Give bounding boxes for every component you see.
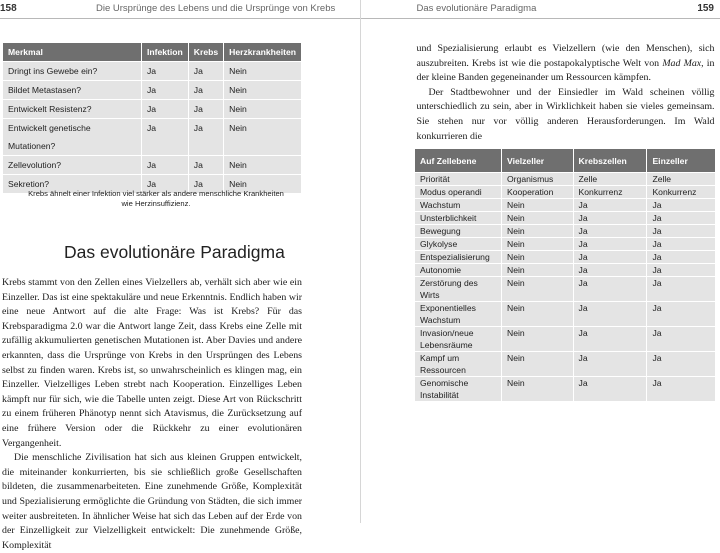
table-cell: Modus operandi [415,186,501,198]
table-cell: Ja [142,175,188,193]
table-row [415,377,715,401]
table-cell: Ja [647,377,715,401]
table-cell: Ja [574,225,647,237]
table-cell: Zelle [647,173,715,185]
table-row [415,186,715,198]
table-cell: Ja [189,100,223,118]
table-row [415,225,715,237]
table-cell: Zelle [574,173,647,185]
table-row [3,100,301,118]
table-cell: Invasion/neue Lebensräume [415,327,501,351]
table-cell: Ja [189,156,223,174]
table-cell: Ja [189,175,223,193]
table-cell: Ja [647,302,715,326]
table-cell: Ja [647,238,715,250]
table-cell: Ja [142,119,188,155]
table-row [415,238,715,250]
table-cell: Ja [574,212,647,224]
table-cell: Zellevolution? [3,156,141,174]
table-row [415,173,715,185]
table-cell: Zerstörung des Wirts [415,277,501,301]
table-cell: Nein [502,302,573,326]
table-cell: Wachstum [415,199,501,211]
table-cell: Autonomie [415,264,501,276]
paragraph: Krebs stammt von den Zellen eines Vielzellers ab, verhält sich aber wie ein Einzeller. Das ist eine spektakuläre und neue Erkenntnis. Endlich haben wir eine neue Antwort auf die alte Frage: Was ist Krebs? Für das Krebsparadigma 2.0 war die Antwort lange Zeit, dass Krebs eine Zelle mit zufällig akkumulierten genetischen Mutationen ist. Aber Davies und andere erkannten, dass die Ursprünge von Krebs in den Ursprüngen des Lebens selbst zu finden waren. Krebs ist, so unwahrscheinlich es klingen mag, ein Einzeller. Vielzelliges Leben strebt nach Kooperation. Einzelliges Leben kämpft nur für sich, wie die Tabelle unten zeigt. Diese Art von Rückschritt zu einem früheren Phänotyp nennt sich Atavismus, die Zurücksetzung auf eine frühere Version oder die Rückkehr zu einer evolutionären Vergangenheit. [2,276,302,451]
page-number-left: 158 [0,3,17,14]
table-cell: Ja [142,156,188,174]
section-heading: Das evolutionäre Paradigma [64,242,285,263]
table-cell: Ja [647,277,715,301]
table-cell: Ja [189,81,223,99]
table-row [415,277,715,301]
table-cell: Nein [224,175,301,193]
table-cell: Nein [502,264,573,276]
table-header-cell: Infektion [142,43,188,61]
comparison-table-diseases [2,42,302,194]
table-cell: Ja [647,251,715,263]
table-cell: Ja [647,352,715,376]
table-cell: Entwickelt Resistenz? [3,100,141,118]
table-cell: Genomische Instabilität [415,377,501,401]
table-row [415,302,715,326]
table-header-cell: Einzeller [647,149,715,172]
table-cell: Konkurrenz [647,186,715,198]
left-page [0,0,361,523]
comparison-table-cells [414,148,716,402]
table-header-cell: Krebs [189,43,223,61]
table-cell: Nein [502,327,573,351]
text-run: und Spezialisierung erlaubt es Vielzellern (wie den Menschen), sich auszubreiten. Krebs ist wie die postapokalyptische Welt von [417,43,715,69]
table-cell: Nein [502,199,573,211]
caption-line: Krebs ähnelt einer Infektion viel stärker als andere menschliche Krankheiten [12,189,300,199]
paragraph [417,42,715,86]
table-cell: Priorität [415,173,501,185]
running-head-title-right: Das evolutionäre Paradigma [417,3,537,14]
table-row [3,62,301,80]
table-cell: Nein [502,238,573,250]
table-cell: Ja [574,238,647,250]
table-cell: Exponentielles Wachstum [415,302,501,326]
film-title: Mad Max [662,58,701,69]
table-cell: Organismus [502,173,573,185]
paragraph: Der Stadtbewohner und der Einsiedler im Wald scheinen völlig unterschiedlich zu sein, aber in Wirklichkeit haben sie vieles gemeinsam. Sie stehen nur vor völlig anderen Herausforderungen. Im Wald konkurrieren die [417,86,715,144]
table-cell: Ja [574,199,647,211]
table-row [415,327,715,351]
table-header-row [3,43,301,61]
table-cell: Nein [224,119,301,155]
table-header-cell: Auf Zellebene [415,149,501,172]
table-cell: Nein [224,100,301,118]
table-cell: Nein [224,62,301,80]
table-cell: Ja [647,264,715,276]
table-cell: Ja [142,62,188,80]
caption-line: wie Herzinsuffizienz. [12,199,300,209]
table-cell: Ja [574,264,647,276]
table-cell: Ja [142,81,188,99]
table-cell: Ja [189,62,223,80]
table-cell: Ja [189,119,223,155]
table-cell: Bildet Metastasen? [3,81,141,99]
table-cell: Ja [574,251,647,263]
running-header-right [361,0,720,19]
table-cell: Ja [647,199,715,211]
table-row [3,156,301,174]
table-cell: Konkurrenz [574,186,647,198]
text-run: , in der kleine Banden gegeneinander um Ressourcen kämpfen. [417,58,715,84]
table-row [3,119,301,155]
table-header-cell: Herzkrankheiten [224,43,301,61]
table-cell: Kooperation [502,186,573,198]
table-cell: Bewegung [415,225,501,237]
paragraph: Die menschliche Zivilisation hat sich aus kleinen Gruppen entwickelt, die miteinander konkurrierten, bis sie schließlich große Gesellschaften bildeten, die zusammenarbeiteten. Eine zunehmende Größe, Komplexität und Spezialisierung ermöglichte die Gründung von Städten, die sich immer weiter ausbreiteten. In ähnlicher Weise hat sich das Leben auf der Erde von der Einzelligkeit zur Vielzelligkeit entwickelt: Die zunehmende Größe, Komplexität [2,451,302,553]
table-cell: Nein [502,277,573,301]
table-cell: Ja [574,327,647,351]
table-header-cell: Vielzeller [502,149,573,172]
table-cell: Nein [502,352,573,376]
running-head-title-left: Die Ursprünge des Lebens und die Ursprünge von Krebs [96,3,335,14]
running-header-left [0,0,360,19]
table-cell: Ja [647,212,715,224]
table-row [415,264,715,276]
table-cell: Ja [574,352,647,376]
table-cell: Entspezialisierung [415,251,501,263]
table-cell: Ja [647,225,715,237]
table-cell: Nein [502,225,573,237]
table-row [415,199,715,211]
table-cell: Sekretion? [3,175,141,193]
table-cell: Ja [574,302,647,326]
table-caption [12,189,300,209]
body-text-right [417,42,715,144]
table-cell: Nein [502,377,573,401]
table-cell: Ja [574,277,647,301]
table-cell: Glykolyse [415,238,501,250]
table-cell: Unsterblichkeit [415,212,501,224]
table-header-cell: Merkmal [3,43,141,61]
table-row [3,81,301,99]
body-text-left [2,276,302,553]
table-cell: Ja [574,377,647,401]
table-cell: Nein [502,251,573,263]
table-cell: Nein [502,212,573,224]
page-number-right: 159 [697,3,714,14]
table-row [415,251,715,263]
table-cell: Ja [647,327,715,351]
table-cell: Nein [224,156,301,174]
table-cell: Entwickelt genetische Mutationen? [3,119,141,155]
table-cell: Ja [142,100,188,118]
table-cell: Kampf um Ressourcen [415,352,501,376]
table-cell: Dringt ins Gewebe ein? [3,62,141,80]
table-cell: Nein [224,81,301,99]
table-header-cell: Krebszellen [574,149,647,172]
table-row [415,212,715,224]
table-header-row [415,149,715,172]
table-row [415,352,715,376]
